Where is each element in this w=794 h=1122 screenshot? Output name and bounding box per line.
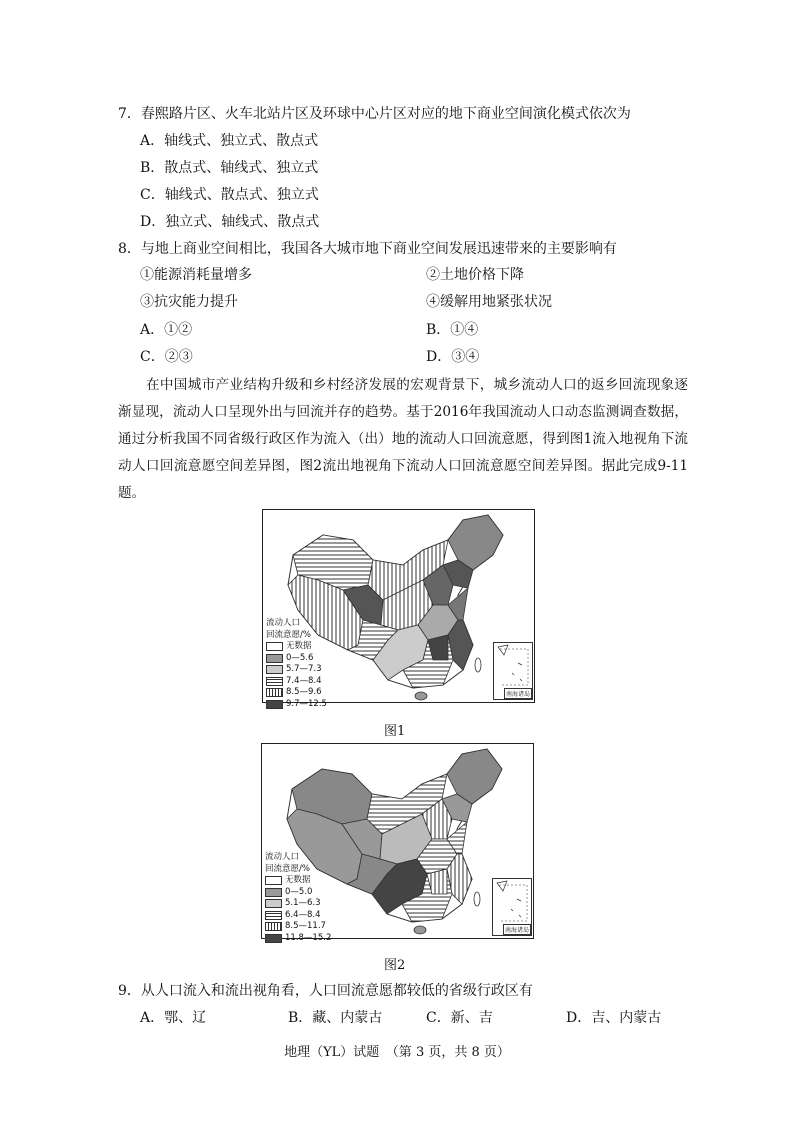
figure1-map [262,509,535,709]
q9-option-a: A．鄂、辽 [140,1010,207,1026]
legend-swatch [266,688,283,697]
figure2-map [261,743,534,943]
legend-label: 8.5—11.7 [285,921,326,931]
q7-option-c: C．轴线式、散点式、独立式 [140,187,319,203]
figure1-caption: 图1 [384,724,406,739]
legend-swatch [266,700,283,709]
q8-option-c: C．②③ [140,349,193,365]
q9-stem: 9．从人口流入和流出视角看，人口回流意愿都较低的省级行政区有 [118,983,533,999]
inset-label: 南海诸岛 [503,924,531,935]
q7-option-d: D．独立式、轴线式、散点式 [140,214,320,230]
legend-item [265,910,331,922]
q8-item-4: ④缓解用地紧张状况 [426,294,552,310]
south-china-sea-inset [492,878,532,936]
legend-title-line1: 流动人口 [265,852,300,862]
passage-text: 在中国城市产业结构升级和乡村经济发展的宏观背景下，城乡流动人口的返乡回流现象逐渐显现，流动人口呈现外出与回流并存的趋势。基于2016年我国流动人口动态监测调查数据，通过分析我国不同省级行政区作为流入（出）地的流动人口回流意愿，得到图1流入地视角下流动人口回流意愿空间差异图，图2流出地视角下流动人口回流意愿空间差异图。据此完成9-11题。 [118,377,688,501]
legend-item [266,664,327,676]
legend-swatch [266,677,283,686]
legend-item [265,898,331,910]
legend-item [266,676,327,688]
south-china-sea-inset [493,642,533,700]
q8-stem: 8．与地上商业空间相比，我国各大城市地下商业空间发展迅速带来的主要影响有 [118,241,617,257]
q7-stem: 7．春熙路片区、火车北站片区及环球中心片区对应的地下商业空间演化模式依次为 [118,106,631,122]
legend-label: 0—5.6 [286,652,314,663]
legend-item [266,653,327,665]
figure1-legend [266,618,327,710]
legend-label: 9.7—12.5 [286,698,327,709]
legend-title-line2: 回流意愿/% [266,629,311,640]
q9-option-c: C．新、吉 [426,1010,493,1026]
legend-swatch [266,654,283,663]
inset-label: 南海诸岛 [504,688,532,699]
legend-label: 11.8—15.2 [285,932,332,943]
legend-item [265,875,331,887]
q8-item-2: ②土地价格下降 [426,267,524,283]
figure2-caption: 图2 [384,958,406,973]
q7-option-b: B．散点式、轴线式、独立式 [140,160,319,176]
q8-option-b: B．①④ [426,322,479,338]
legend-swatch [265,888,282,897]
page-footer: 地理（YL）试题 （第 3 页，共 8 页） [284,1045,510,1060]
q8-item-3: ③抗灾能力提升 [140,294,238,310]
legend-swatch [265,922,282,931]
legend-label: 7.4—8.4 [286,675,322,686]
legend-label: 5.7—7.3 [286,664,322,674]
legend-swatch [266,642,283,651]
q8-option-d: D．③④ [426,349,480,365]
legend-swatch [266,665,283,674]
legend-swatch [265,876,282,885]
legend-title-line1: 流动人口 [266,618,301,628]
legend-label: 无数据 [285,875,311,885]
legend-swatch [265,899,282,908]
legend-swatch [265,934,282,943]
legend-item [265,887,331,899]
legend-item [265,933,331,945]
figure2-legend [265,852,331,944]
legend-title-line2: 回流意愿/% [265,863,310,874]
legend-label: 5.1—6.3 [285,898,321,908]
legend-label: 0—5.0 [285,886,313,897]
q7-option-a: A．轴线式、独立式、散点式 [140,133,319,149]
legend-swatch [265,911,282,920]
q9-option-b: B．藏、内蒙古 [288,1010,383,1026]
legend-label: 无数据 [286,641,312,651]
legend-label: 8.5—9.6 [286,687,322,697]
legend-label: 6.4—8.4 [285,909,321,920]
q8-option-a: A．①② [140,322,193,338]
legend-item [266,699,327,711]
q8-item-1: ①能源消耗量增多 [140,267,252,283]
legend-item [266,641,327,653]
q9-option-d: D．吉、内蒙古 [566,1010,662,1026]
legend-item [266,687,327,699]
legend-item [265,921,331,933]
